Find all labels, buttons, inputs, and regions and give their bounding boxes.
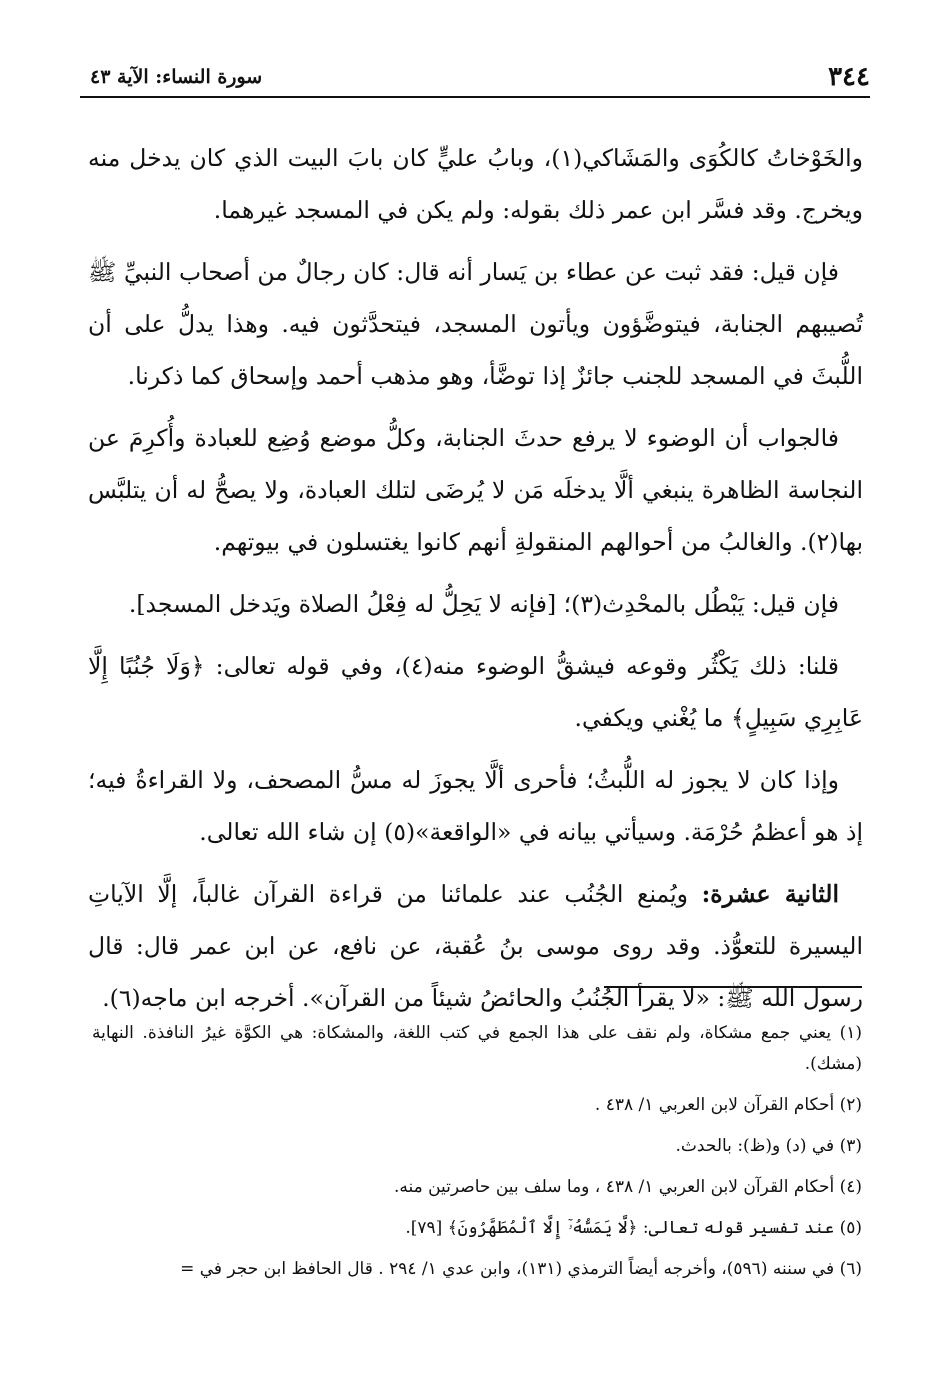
paragraph-text: ويُمنع الجُنُب عند علمائنا من قراءة القرآن غالباً، إلَّا الآياتِ اليسيرة للتعوُّذ. وقد روى موسى بنُ عُقبة، عن نافع، عن ابن عمر قال: قال رسول الله ﷺ: «لا يقرأ الجُنُبُ والحائضُ شيئاً من القرآن». أخرجه ابن ماجه(٦).: [88, 880, 863, 1012]
paragraph-text: وإذا كان لا يجوز له اللُّبثُ؛ فأحرى ألَّا يجوزَ له مسُّ المصحف، ولا القراءةُ فيه؛ إذ هو أعظمُ حُرْمَة. وسيأتي بيانه في «الواقعة»(٥) إن شاء الله تعالى.: [88, 766, 863, 846]
paragraph: [88, 132, 863, 236]
footnote-separator: [604, 986, 862, 988]
issue-heading: الثانية عشرة:: [701, 880, 839, 908]
paragraph: [88, 246, 863, 402]
paragraph-text: قلنا: ذلك يَكْثُر وقوعه فيشقُّ الوضوء منه(٤)، وفي قوله تعالى: ﴿وَلَا جُنُبًا إِلَّا عَابِرِي سَبِيلٍ﴾ ما يُغْني ويكفي.: [88, 652, 863, 732]
footnote: (٢) أحكام القرآن لابن العربي ١/ ٤٣٨ .: [594, 1095, 862, 1115]
running-title: سورة النساء: الآية ٤٣: [90, 66, 263, 88]
footnote: (٤) أحكام القرآن لابن العربي ١/ ٤٣٨ ، وما سلف بين حاصرتين منه.: [393, 1177, 862, 1197]
paragraph: [88, 640, 863, 744]
paragraph-text: فإن قيل: فقد ثبت عن عطاء بن يَسار أنه قال: كان رجالٌ من أصحاب النبيِّ ﷺ تُصيبهم الجنابة، فيتوضَّؤون ويأتون المسجد، فيتحدَّثون فيه. وهذا يدلُّ على أن اللُّبثَ في المسجد للجنب جائزٌ إذا توضَّأ، وهو مذهب أحمد وإسحاق كما ذكرنا.: [88, 258, 863, 390]
footnotes: [92, 1018, 862, 1295]
footnote: (٣) في (د) و(ظ): بالحدث.: [675, 1136, 862, 1156]
paragraph: [88, 868, 863, 1024]
footnote: (٦) في سننه (٥٩٦)، وأخرجه أيضاً الترمذي (١٣١)، وابن عدي ١/ ٢٩٤ . قال الحافظ ابن حجر في =: [180, 1259, 862, 1279]
paragraph: [88, 578, 863, 630]
page-number: ٣٤٤: [828, 62, 870, 92]
paragraph-text: والخَوْخاتُ كالكُوَى والمَشَاكي(١)، وبابُ عليٍّ كان بابَ البيت الذي كان يدخل منه ويخرج. وقد فسَّر ابن عمر ذلك بقوله: ولم يكن في المسجد غيرهما.: [88, 144, 863, 224]
page-header: [80, 60, 870, 98]
footnote: (٥) عند تفسير قوله تعالى: ﴿لَّا يَمَسُّهُۥٓ إِلَّا ٱلْمُطَهَّرُونَ﴾ [٧٩].: [405, 1218, 862, 1238]
paragraph: [88, 754, 863, 858]
main-text: [88, 132, 863, 1034]
paragraph: [88, 412, 863, 568]
footnote: (١) يعني جمع مشكاة، ولم نقف على هذا الجمع في كتب اللغة، والمشكاة: هي الكوَّة غيرُ النافذة. النهاية (مشك).: [92, 1023, 862, 1074]
paragraph-text: فإن قيل: يَبْطُل بالمحْدِث(٣)؛ [فإنه لا يَحِلُّ له فِعْلُ الصلاة ويَدخل المسجد].: [128, 590, 839, 618]
paragraph-text: فالجواب أن الوضوء لا يرفع حدثَ الجنابة، وكلُّ موضع وُضِع للعبادة وأُكرِمَ عن النجاسة الظاهرة ينبغي ألَّا يدخلَه مَن لا يُرضَى لتلك العبادة، ولا يصحُّ له أن يتلبَّس بها(٢). والغالبُ من أحوالهم المنقولةِ أنهم كانوا يغتسلون في بيوتهم.: [88, 424, 863, 556]
